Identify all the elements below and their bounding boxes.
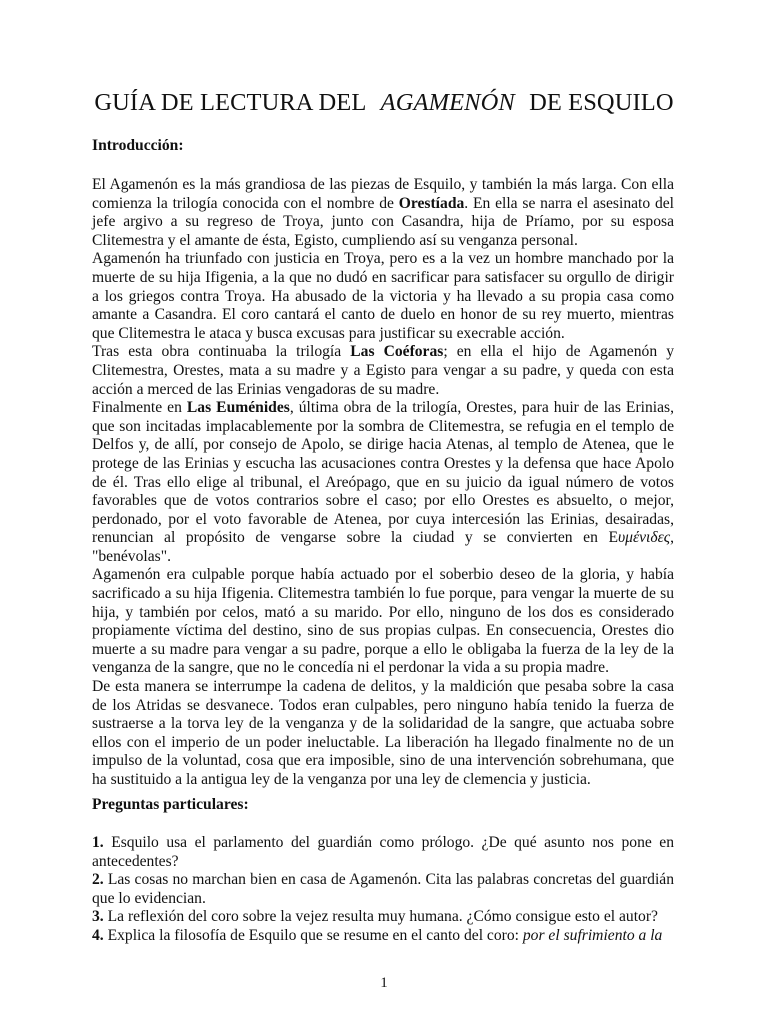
intro-heading: Introducción: — [92, 137, 184, 154]
intro-paragraph-6: De esta manera se interrumpe la cadena de delitos, y la maldición que pesaba sobre la casa de los Atridas se desvanece. Todos eran culpables, pero ninguno había tenido la fuerza de sustraerse a la torva ley de la venganza y de la solidaridad de la sangre, que actuaba sobre ellos con el imperio de un poder ineluctable. La liberación ha llegado finalmente no de un impulso de la voluntad, cosa que era imposible, sino de una intervención sobrehumana, que ha sustituido a la antigua ley de la venganza por una ley de clemencia y justicia. — [92, 678, 674, 788]
intro-paragraph-1 — [92, 176, 674, 250]
question-item-1 — [92, 834, 674, 871]
intro-p1-text-c: . En ella se narra el asesinato del jefe argivo a su regreso de Troya, junto con Casandra, hija de Príamo, por su esposa Clitemestra y el amante de ésta, Egisto, cumpliendo así su venganza personal. — [92, 194, 675, 249]
title-tail: DE ESQUILO — [529, 89, 674, 116]
intro-p4-text-a: Finalmente en — [92, 399, 187, 417]
question-italic-quote: por el sufrimiento a la — [522, 926, 663, 944]
page-number: 1 — [380, 975, 388, 991]
question-item-4 — [92, 927, 674, 946]
question-number: 3. — [92, 908, 104, 926]
intro-p4-text-d: , "benévolas". — [92, 529, 674, 565]
intro-section — [92, 176, 674, 790]
intro-p3-bold: Las Coéforas — [350, 343, 444, 361]
intro-p1-text-a: El Agamenón es la más grandiosa de las piezas de Esquilo, y también la más larga. Con ella comienza la trilogía conocida con el nombre de — [92, 176, 674, 212]
intro-paragraph-3 — [92, 343, 674, 399]
question-number: 1. — [92, 834, 104, 851]
question-item-2 — [92, 871, 674, 908]
title-lead: GUÍA DE LECTURA DEL — [94, 89, 367, 116]
intro-p3-text-c: ; en ella el hijo de Agamenón y Clitemestra, Orestes, mata a su madre y a Egisto para vengar a su padre, y queda con esta acción a merced de las Erinias vengadoras de su madre. — [92, 343, 674, 398]
question-text: Las cosas no marchan bien en casa de Agamenón. Cita las palabras concretas del guardián que lo evidencian. — [92, 871, 674, 907]
questions-list — [92, 834, 674, 946]
intro-p3-text-a: Tras esta obra continuaba la trilogía — [92, 343, 351, 361]
intro-p1-bold: Orestíada — [398, 194, 465, 212]
question-text: Esquilo usa el parlamento del guardián como prólogo. ¿De qué asunto nos pone en antecedentes? — [92, 834, 674, 870]
question-item-3 — [92, 908, 674, 927]
page-title — [0, 86, 768, 120]
question-number: 2. — [92, 871, 104, 889]
questions-heading: Preguntas particulares: — [92, 796, 249, 813]
question-text: Explica la filosofía de Esquilo que se resume en el canto del coro: — [103, 926, 523, 944]
intro-p4-bold: Las Euménides — [186, 399, 290, 417]
intro-p4-text-c: , última obra de la trilogía, Orestes, para huir de las Erinias, que son incitadas implacablemente por la sombra de Clitemestra, se refugia en el templo de Delfos y, de allí, por consejo de Apolo, se dirige hacia Atenas, al templo de Atenea, que le protege de las Erinias y escucha las acusaciones contra Orestes y la defensa que hace Apolo de él. Tras ello elige al tribunal, el Areópago, que en su juicio da igual número de votos favorables que de votos contrarios sobre el caso; por ello Orestes es absuelto, o mejor, perdonado, por el voto favorable de Atenea, por cuya intercesión las Erinias, desairadas, renuncian al propósito de vengarse sobre la ciudad y se convierten en Ε — [92, 399, 674, 547]
question-text: La reflexión del coro sobre la vejez resulta muy humana. ¿Cómo consigue esto el autor? — [103, 908, 658, 926]
intro-paragraph-2: Agamenón ha triunfado con justicia en Troya, pero es a la vez un hombre manchado por la muerte de su hija Ifigenia, a la que no dudó en sacrificar para satisfacer su orgullo de dirigir a los griegos contra Troya. Ha abusado de la victoria y ha llevado a su propia casa como amante a Casandra. El coro cantará el canto de duelo en honor de su rey muerto, mientras que Clitemestra le ataca y busca excusas para justificar su execrable acción. — [92, 250, 674, 342]
title-work: AGAMENÓN — [380, 89, 515, 116]
question-number: 4. — [92, 926, 104, 944]
intro-p4-greek: υμένιδες — [617, 529, 671, 547]
intro-paragraph-5: Agamenón era culpable porque había actuado por el soberbio deseo de la gloria, y había sacrificado a su hija Ifigenia. Clitemestra también lo fue porque, para vengar la muerte de su hija, y también por celos, mató a su marido. Por ello, ninguno de los dos es considerado propiamente víctima del destino, sino de sus propias culpas. En consecuencia, Orestes dio muerte a su madre para vengar a su padre, porque a ello le obligaba la fuerza de la ley de la venganza de la sangre, que no le concedía ni el perdonar la vida a su propia madre. — [92, 566, 674, 677]
intro-paragraph-4 — [92, 399, 674, 566]
